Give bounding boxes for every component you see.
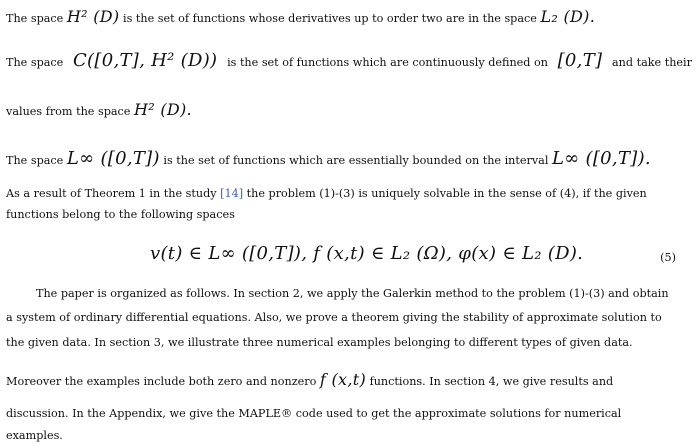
equation-number: (5): [660, 251, 676, 264]
text: The space: [6, 56, 64, 69]
paragraph-c-space-definition: [6, 50, 692, 71]
text: The space: [6, 12, 64, 25]
math-equation: v(t) ∈ L∞ ([0,T]), f (x,t) ∈ L₂ (Ω), φ(x) ∈ L₂ (D).: [150, 243, 584, 264]
paragraph-linf-definition: [6, 148, 692, 169]
text: discussion. In the Appendix, we give the MAPLE® code used to get the approximate solutions for numerical: [6, 407, 622, 420]
paragraph-organization-line4: [6, 370, 692, 389]
paragraph-organization-line6: [6, 429, 692, 443]
paragraph-values-space: [6, 100, 692, 119]
math-interval: [0,T]: [557, 50, 603, 71]
text: As a result of Theorem 1 in the study: [6, 187, 217, 200]
citation-link[interactable]: [14]: [220, 187, 244, 200]
text: The paper is organized as follows. In section 2, we apply the Galerkin method to the problem (1)-(3) and obtain: [36, 287, 669, 300]
text: is the set of functions whose derivatives up to order two are in the space: [123, 12, 537, 25]
text: examples.: [6, 429, 63, 442]
math-h2-d: H² (D): [66, 7, 120, 26]
math-h2-d: H² (D).: [133, 100, 192, 119]
text: is the set of functions which are continuously defined on: [227, 56, 548, 69]
paragraph-theorem-result-cont: [6, 208, 692, 222]
text: The space: [6, 154, 64, 167]
text: the given data. In section 3, we illustrate three numerical examples belonging to different types of given data.: [6, 336, 633, 349]
text: functions belong to the following spaces: [6, 208, 235, 221]
text: the problem (1)-(3) is uniquely solvable in the sense of (4), if the given: [246, 187, 647, 200]
text: Moreover the examples include both zero and nonzero: [6, 375, 317, 388]
math-l2-d: L₂ (D).: [540, 7, 596, 26]
text: functions. In section 4, we give results and: [369, 375, 614, 388]
paragraph-organization: [6, 287, 692, 301]
paragraph-organization-line3: [6, 336, 692, 350]
paragraph-organization-line2: [6, 311, 692, 325]
text: a system of ordinary differential equations. Also, we prove a theorem giving the stability of approximate solution to: [6, 311, 662, 324]
math-linf-interval: L∞ ([0,T]): [66, 148, 160, 169]
text: values from the space: [6, 105, 131, 118]
paragraph-theorem-result: [6, 187, 692, 201]
paragraph-h2-definition: [6, 7, 692, 26]
math-linf-interval: L∞ ([0,T]).: [551, 148, 651, 169]
math-f-xt: f (x,t): [319, 370, 367, 389]
text: and take their: [612, 56, 692, 69]
text: is the set of functions which are essentially bounded on the interval: [163, 154, 549, 167]
paragraph-organization-line5: [6, 407, 692, 421]
math-c-space: C([0,T], H² (D)): [72, 50, 218, 71]
equation-5: [150, 243, 584, 264]
